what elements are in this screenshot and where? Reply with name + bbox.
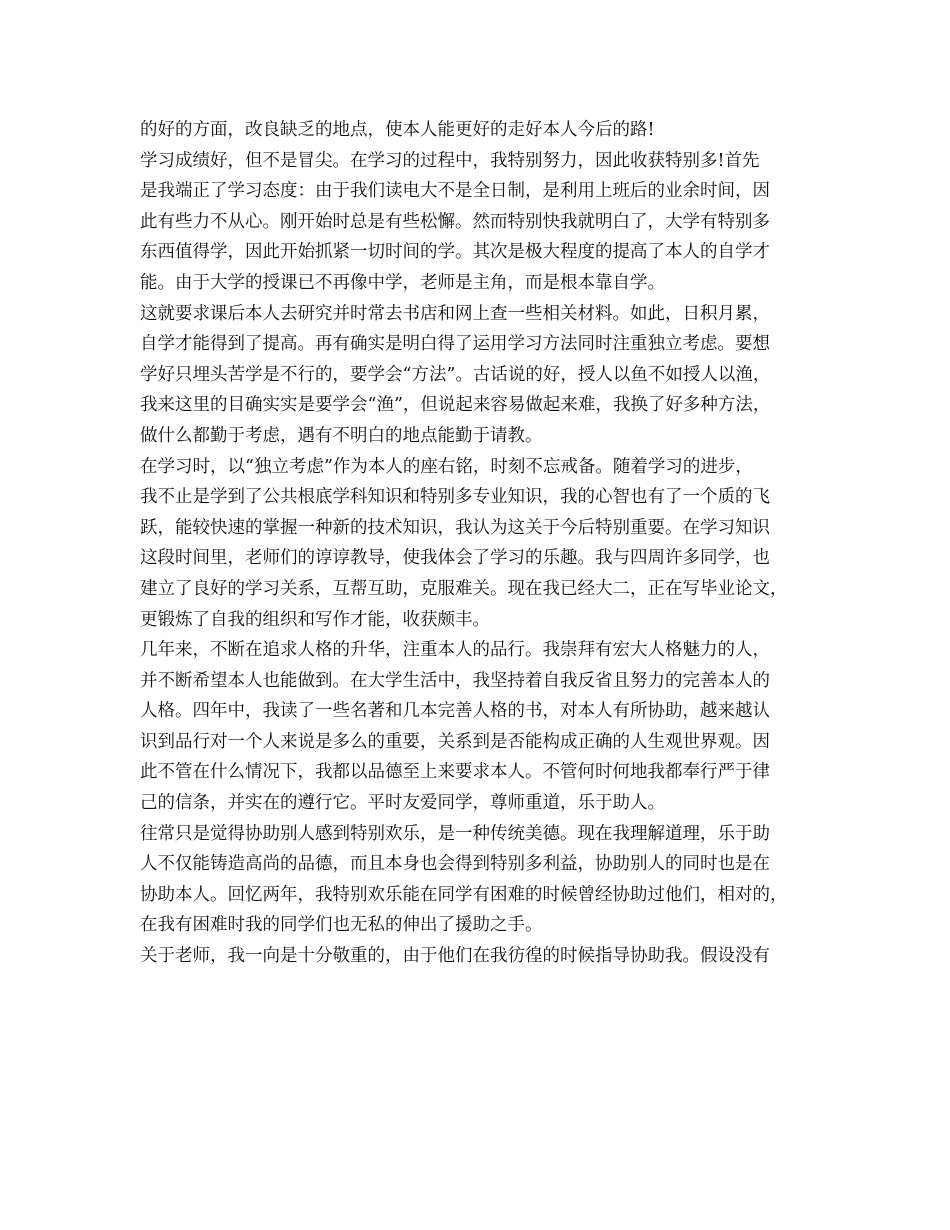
text-line: 人格。四年中，我读了一些名著和几本完善人格的书，对本人有所协助，越来越认 bbox=[140, 701, 770, 722]
text-line: 我不止是学到了公共根底学科知识和特别多专业知识，我的心智也有了一个质的飞 bbox=[140, 487, 770, 508]
text-line: 我来这里的目确实实是要学会“渔”，但说起来容易做起来难，我换了好多种方法， bbox=[140, 395, 771, 416]
text-line: 这段时间里，老师们的谆谆教导，使我体会了学习的乐趣。我与四周许多同学，也 bbox=[140, 548, 770, 569]
text-line: 是我端正了学习态度：由于我们读电大不是全日制，是利用上班后的业余时间，因 bbox=[140, 181, 770, 202]
text-line: 协助本人。回忆两年，我特别欢乐能在同学有困难的时候曾经协助过他们，相对的， bbox=[140, 884, 788, 905]
text-line: 这就要求课后本人去研究并时常去书店和网上查一些相关材料。如此，日积月累， bbox=[140, 303, 770, 324]
text-line: 做什么都勤于考虑，遇有不明白的地点能勤于请教。 bbox=[140, 425, 543, 446]
text-line: 几年来，不断在追求人格的升华，注重本人的品行。我崇拜有宏大人格魅力的人， bbox=[140, 640, 770, 661]
text-line: 己的信条，并实在的遵行它。平时友爱同学，尊师重道，乐于助人。 bbox=[140, 793, 665, 814]
text-line: 东西值得学，因此开始抓紧一切时间的学。其次是极大程度的提高了本人的自学才 bbox=[140, 242, 770, 263]
document-body bbox=[140, 115, 830, 972]
text-line: 识到品行对一个人来说是多么的重要，关系到是否能构成正确的人生观世界观。因 bbox=[140, 731, 770, 752]
text-line: 并不断希望本人也能做到。在大学生活中，我坚持着自我反省且努力的完善本人的 bbox=[140, 670, 770, 691]
text-line: 此有些力不从心。刚开始时总是有些松懈。然而特别快我就明白了，大学有特别多 bbox=[140, 211, 770, 232]
text-line: 跃，能较快速的掌握一种新的技术知识，我认为这关于今后特别重要。在学习知识 bbox=[140, 517, 770, 538]
text-line: 自学才能得到了提高。再有确实是明白得了运用学习方法同时注重独立考虑。要想 bbox=[140, 334, 770, 355]
text-line: 学好只埋头苦学是不行的，要学会“方法”。古话说的好，授人以鱼不如授人以渔， bbox=[140, 364, 771, 385]
text-line: 在我有困难时我的同学们也无私的伸出了援助之手。 bbox=[140, 915, 543, 936]
text-line: 更锻炼了自我的组织和写作才能，收获颇丰。 bbox=[140, 609, 490, 630]
text-line: 建立了良好的学习关系，互帮互助，克服难关。现在我已经大二，正在写毕业论文， bbox=[140, 578, 788, 599]
text-line: 关于老师，我一向是十分敬重的，由于他们在我彷徨的时候指导协助我。假设没有 bbox=[140, 946, 770, 967]
text-line: 的好的方面，改良缺乏的地点，使本人能更好的走好本人今后的路! bbox=[140, 120, 655, 140]
text-line: 在学习时，以“独立考虑”作为本人的座右铭，时刻不忘戒备。随着学习的进步， bbox=[140, 456, 753, 477]
text-line: 此不管在什么情况下，我都以品德至上来要求本人。不管何时何地我都奉行严于律 bbox=[140, 762, 770, 783]
text-line: 学习成绩好，但不是冒尖。在学习的过程中，我特别努力，因此收获特别多!首先 bbox=[140, 150, 760, 171]
text-line: 往常只是觉得协助别人感到特别欢乐，是一种传统美德。现在我理解道理，乐于助 bbox=[140, 823, 770, 844]
text-line: 人不仅能铸造高尚的品德，而且本身也会得到特别多利益，协助别人的同时也是在 bbox=[140, 854, 770, 875]
text-line: 能。由于大学的授课已不再像中学，老师是主角，而是根本靠自学。 bbox=[140, 272, 665, 293]
